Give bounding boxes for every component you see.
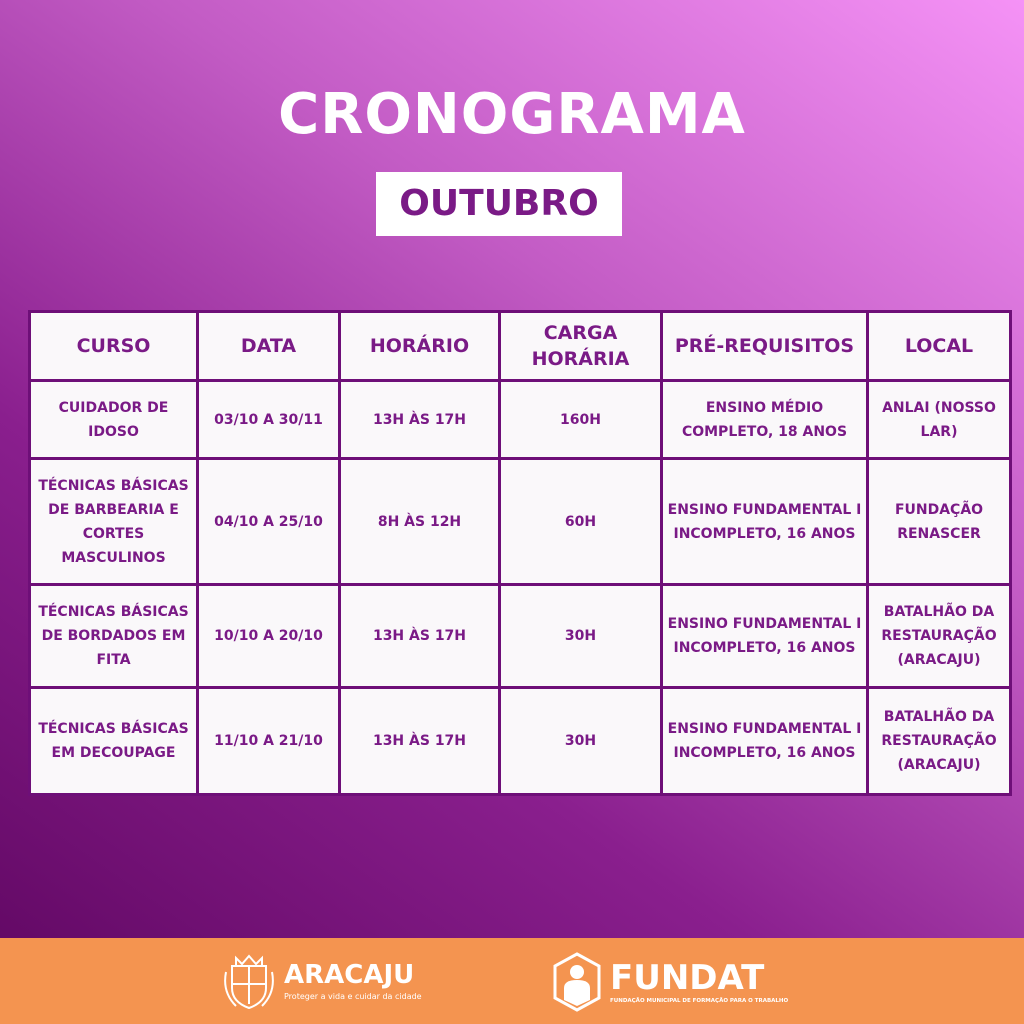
cell-horario: 8H ÀS 12H bbox=[340, 459, 500, 585]
cell-prerequisitos: ENSINO FUNDAMENTAL I INCOMPLETO, 16 ANOS bbox=[662, 688, 868, 795]
cell-carga: 60H bbox=[500, 459, 662, 585]
aracaju-slogan: Proteger a vida e cuidar da cidade bbox=[284, 992, 422, 1001]
month-badge: OUTUBRO bbox=[376, 172, 622, 236]
table-header-row bbox=[30, 312, 1011, 381]
cell-prerequisitos: ENSINO FUNDAMENTAL I INCOMPLETO, 16 ANOS bbox=[662, 459, 868, 585]
cell-carga: 30H bbox=[500, 688, 662, 795]
fundat-subtitle: FUNDAÇÃO MUNICIPAL DE FORMAÇÃO PARA O TRABALHO bbox=[610, 998, 789, 1004]
cell-prerequisitos: ENSINO MÉDIO COMPLETO, 18 ANOS bbox=[662, 381, 868, 459]
header-data: DATA bbox=[198, 312, 340, 381]
cell-curso: TÉCNICAS BÁSICAS EM DECOUPAGE bbox=[30, 688, 198, 795]
cell-horario: 13H ÀS 17H bbox=[340, 381, 500, 459]
aracaju-name: ARACAJU bbox=[284, 960, 415, 990]
cell-local: ANLAI (NOSSO LAR) bbox=[868, 381, 1011, 459]
cell-horario: 13H ÀS 17H bbox=[340, 688, 500, 795]
cell-local: BATALHÃO DA RESTAURAÇÃO (ARACAJU) bbox=[868, 585, 1011, 688]
coat-of-arms-icon bbox=[222, 952, 276, 1012]
table-row bbox=[30, 459, 1011, 585]
cell-local: BATALHÃO DA RESTAURAÇÃO (ARACAJU) bbox=[868, 688, 1011, 795]
cell-horario: 13H ÀS 17H bbox=[340, 585, 500, 688]
header-curso: CURSO bbox=[30, 312, 198, 381]
header-horario: HORÁRIO bbox=[340, 312, 500, 381]
schedule-table bbox=[28, 310, 1012, 796]
cell-data: 03/10 A 30/11 bbox=[198, 381, 340, 459]
cell-carga: 160H bbox=[500, 381, 662, 459]
page-title: CRONOGRAMA bbox=[278, 82, 746, 147]
cell-curso: TÉCNICAS BÁSICAS DE BARBEARIA E CORTES MASCULINOS bbox=[30, 459, 198, 585]
cell-prerequisitos: ENSINO FUNDAMENTAL I INCOMPLETO, 16 ANOS bbox=[662, 585, 868, 688]
footer bbox=[0, 938, 1024, 1024]
cell-carga: 30H bbox=[500, 585, 662, 688]
cell-data: 11/10 A 21/10 bbox=[198, 688, 340, 795]
table-row bbox=[30, 381, 1011, 459]
header-carga: CARGA HORÁRIA bbox=[500, 312, 662, 381]
cell-data: 10/10 A 20/10 bbox=[198, 585, 340, 688]
header-local: LOCAL bbox=[868, 312, 1011, 381]
cell-local: FUNDAÇÃO RENASCER bbox=[868, 459, 1011, 585]
table-row bbox=[30, 688, 1011, 795]
cell-curso: TÉCNICAS BÁSICAS DE BORDADOS EM FITA bbox=[30, 585, 198, 688]
cell-data: 04/10 A 25/10 bbox=[198, 459, 340, 585]
fundat-name: FUNDAT bbox=[610, 958, 765, 998]
header-prerequisitos: PRÉ-REQUISITOS bbox=[662, 312, 868, 381]
fundat-emblem-icon bbox=[552, 952, 602, 1012]
cell-curso: CUIDADOR DE IDOSO bbox=[30, 381, 198, 459]
table-row bbox=[30, 585, 1011, 688]
